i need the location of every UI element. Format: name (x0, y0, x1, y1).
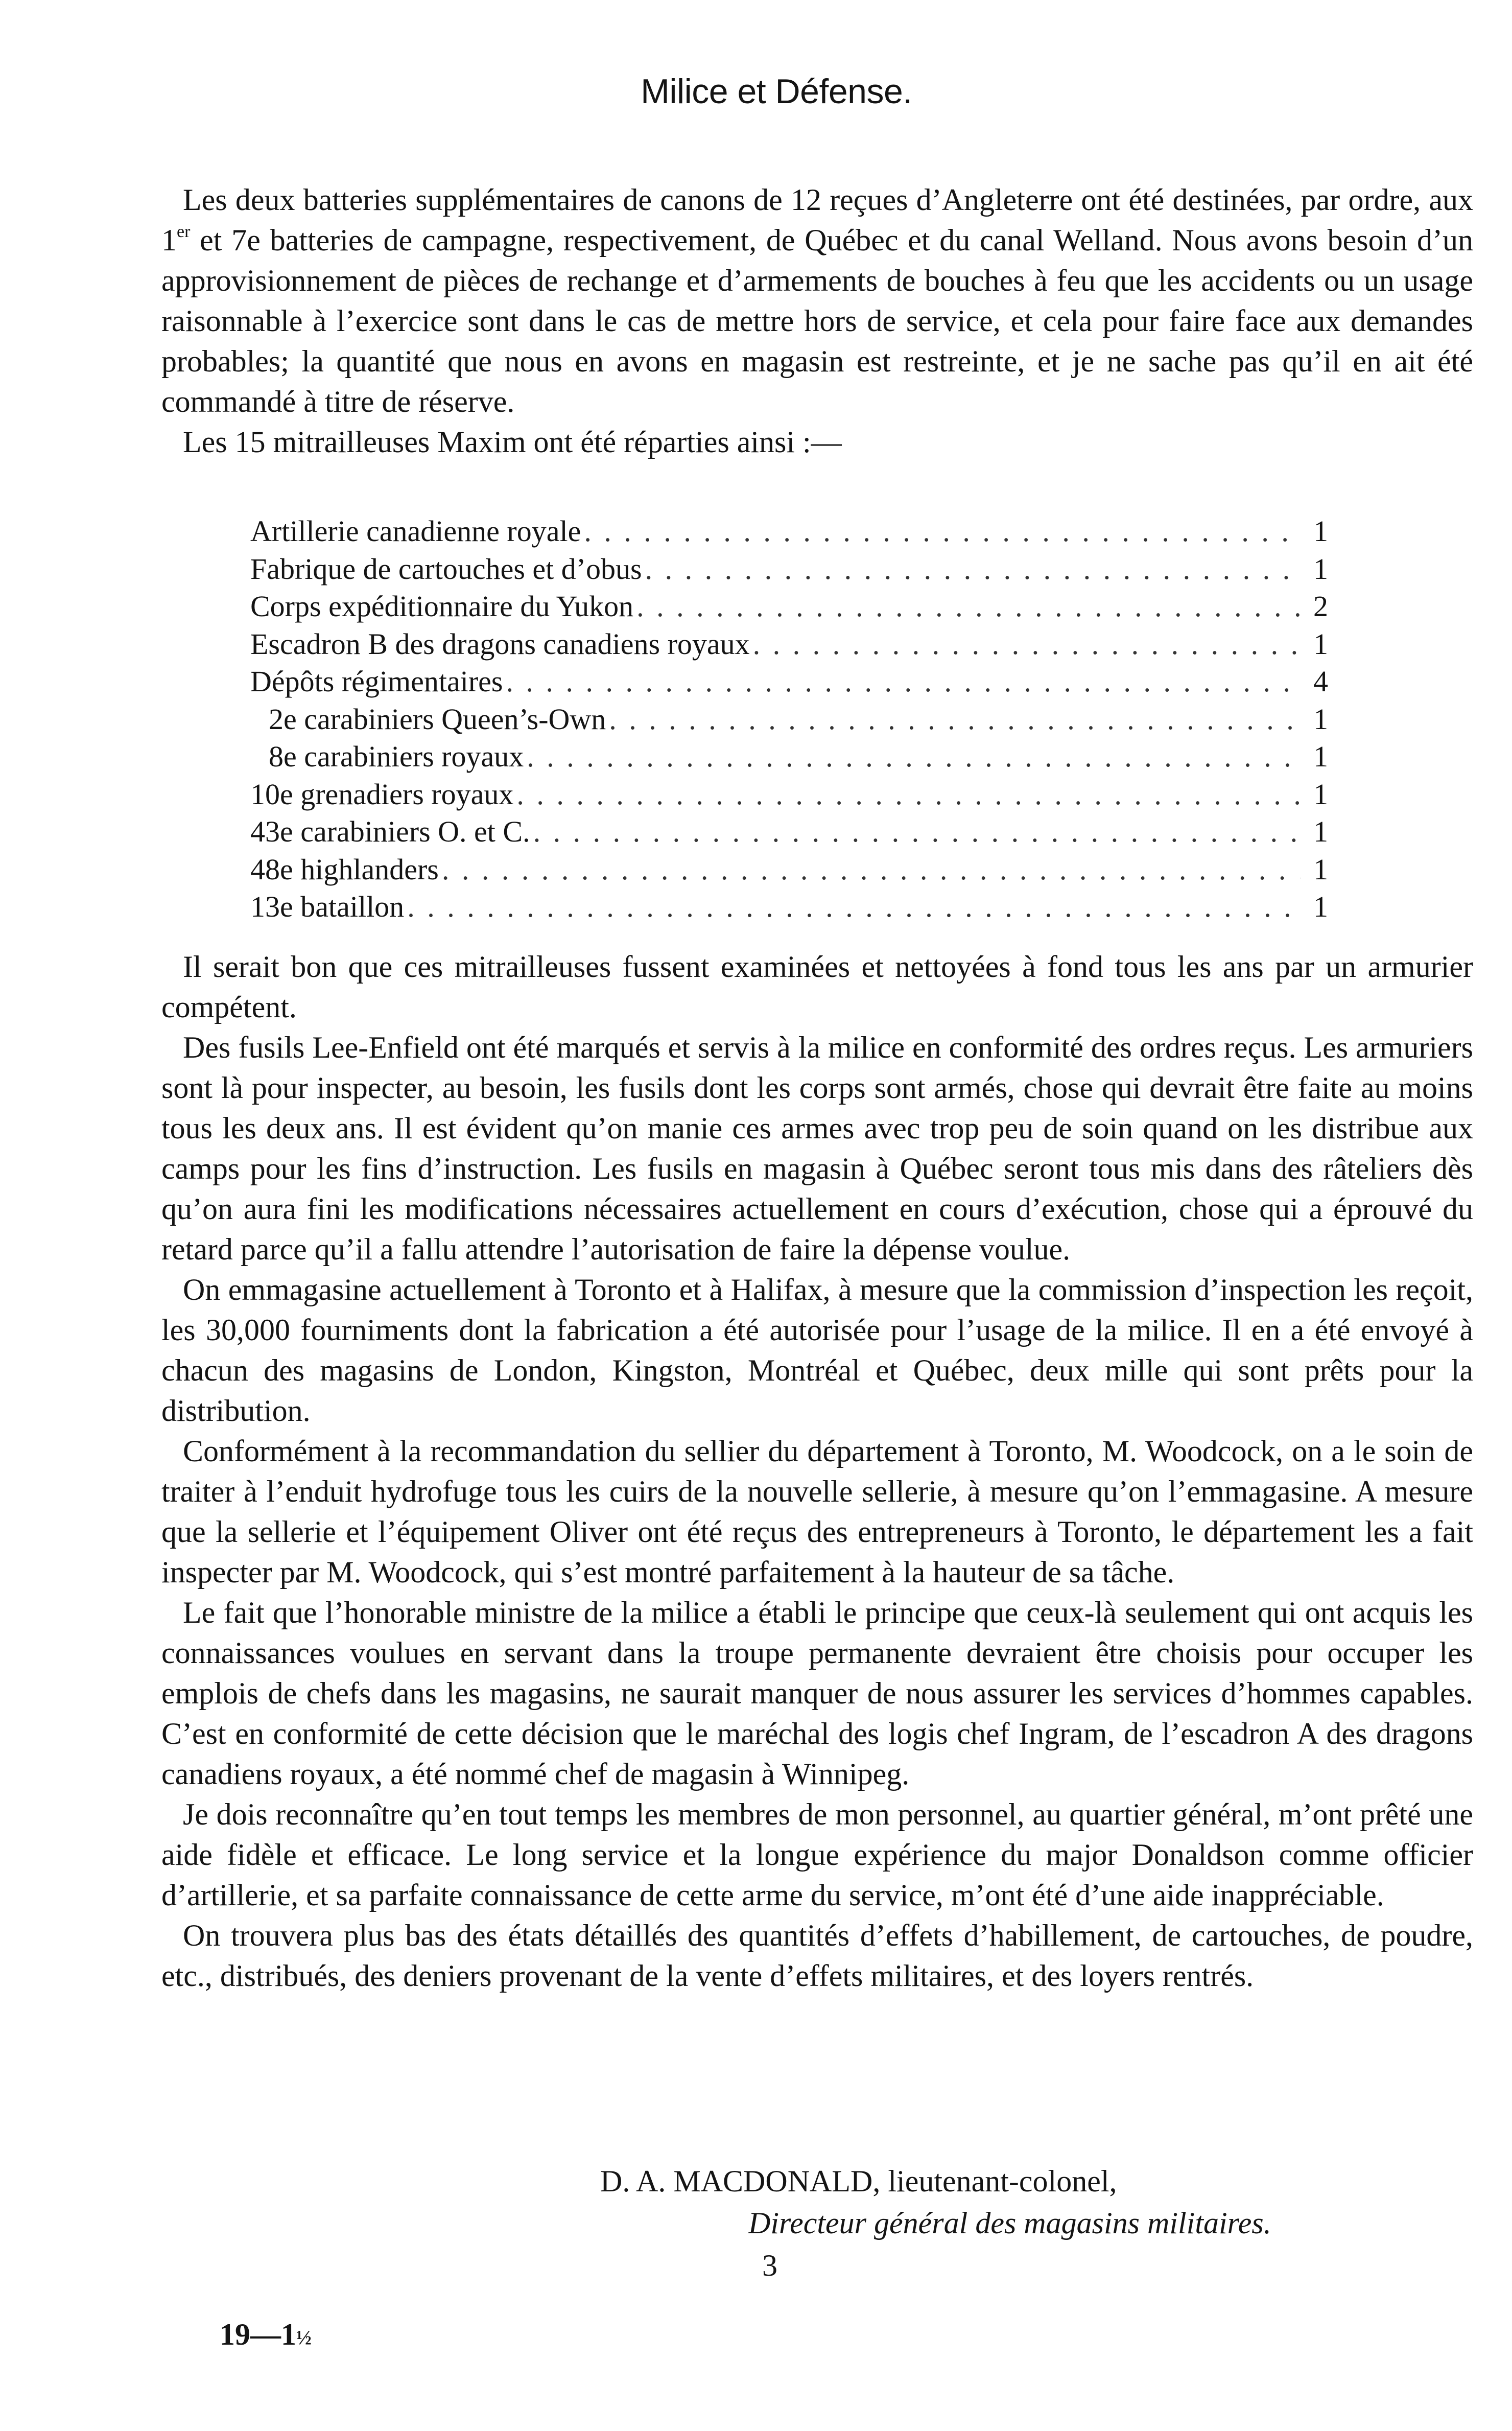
row-label: Dépôts régimentaires (250, 665, 503, 698)
leader-dots (645, 550, 1301, 588)
row-label: 8e carabiniers royaux (269, 740, 524, 773)
row-label: Artillerie canadienne royale (250, 515, 581, 548)
leader-dots (516, 776, 1301, 813)
page-title: Milice et Défense. (641, 72, 912, 111)
row-count: 1 (1313, 552, 1328, 586)
row-label: 13e bataillon (250, 890, 405, 923)
leader-dots (442, 851, 1301, 889)
paragraph-text: et 7e batteries de campagne, respectivement, de Québec et du canal Welland. Nous avons besoin d’un approvisionnement de pièces de rechange et d’armements de bouches à feu que les accidents ou un usage raisonnable à l’exercice sont dans le cas de mettre hors de service, et cela pour faire face aux demandes probables; la quantité que nous en avons en magasin est restreinte, et je ne sache pas qu’il en ait été commandé à titre de réserve. (161, 223, 1473, 418)
leader-dots (753, 625, 1301, 663)
signatory-name: D. A. MACDONALD, lieutenant-colonel, (600, 2164, 1117, 2198)
row-label: 10e grenadiers royaux (250, 777, 514, 811)
signature-mark (220, 2317, 312, 2352)
table-row (250, 550, 1328, 588)
leader-dots (636, 588, 1301, 625)
paragraph (161, 180, 1473, 422)
signature-mark-fraction: ½ (296, 2326, 312, 2349)
intro-text (161, 180, 1473, 462)
leader-dots (533, 813, 1301, 851)
row-label: Fabrique de cartouches et d’obus (250, 552, 642, 586)
row-count: 2 (1313, 590, 1328, 623)
table-row (250, 851, 1328, 889)
table-row (250, 700, 1328, 738)
row-count: 1 (1313, 890, 1328, 923)
paragraph: On emmagasine actuellement à Toronto et à Halifax, à mesure que la commission d’inspection les reçoit, les 30,000 fourniments dont la fabrication a été autorisée pour l’usage de la milice. Il en a été envoyé à chacun des magasins de London, Kingston, Montréal et Québec, deux mille qui sont prêts pour la distribution. (161, 1273, 1473, 1428)
leader-dots (527, 738, 1301, 776)
leader-dots (407, 888, 1301, 926)
row-count: 1 (1313, 515, 1328, 548)
row-count: 1 (1313, 702, 1328, 736)
table-row (250, 512, 1328, 550)
paragraph: Des fusils Lee-Enfield ont été marqués et servis à la milice en conformité des ordres reçus. Les armuriers sont là pour inspecter, au besoin, les fusils dont les corps sont armés, chose qui devrait être faite au moins tous les deux ans. Il est évident qu’on manie ces armes avec trop peu de soin quand on les distribue aux camps pour les fins d’instruction. Les fusils en magasin à Québec seront tous mis dans des râteliers dès qu’on aura fini les modifications nécessaires actuellement en cours d’exécution, chose qui a éprouvé du retard parce qu’il a fallu attendre l’autorisation de faire la dépense voulue. (161, 1031, 1473, 1266)
row-count: 4 (1313, 665, 1328, 698)
leader-dots (506, 663, 1301, 700)
signature-mark-text: 19—1 (220, 2318, 296, 2351)
body-text (161, 947, 1473, 1996)
table-row (250, 588, 1328, 625)
row-label: Escadron B des dragons canadiens royaux (250, 627, 750, 661)
row-label: Corps expéditionnaire du Yukon (250, 590, 634, 623)
paragraph: Il serait bon que ces mitrailleuses fussent examinées et nettoyées à fond tous les ans par un armurier compétent. (161, 950, 1473, 1024)
distribution-table (250, 512, 1328, 926)
row-label: 2e carabiniers Queen’s-Own (269, 702, 606, 736)
paragraph-text: Les deux batteries supplémentaires de canons de 12 reçues d’Angleterre ont été destinées, par ordre, aux 1 (161, 183, 1473, 257)
paragraph: Le fait que l’honorable ministre de la milice a établi le principe que ceux-là seulement qui ont acquis les connaissances voulues en servant dans la troupe permanente devraient être choisis pour occuper les emplois de chefs dans les magasins, ne saurait manquer de nous assurer les services d’hommes capables. C’est en conformité de cette décision que le maréchal des logis chef Ingram, de l’escadron A des dragons canadiens royaux, a été nommé chef de magasin à Winnipeg. (161, 1596, 1473, 1791)
table-row (250, 776, 1328, 813)
table-row (250, 663, 1328, 700)
table-row (250, 888, 1328, 926)
page-number: 3 (762, 2249, 777, 2282)
table-row (250, 625, 1328, 663)
row-count: 1 (1313, 815, 1328, 848)
leader-dots (609, 700, 1301, 738)
row-count: 1 (1313, 777, 1328, 811)
table-row (250, 813, 1328, 851)
paragraph: On trouvera plus bas des états détaillés des quantités d’effets d’habillement, de cartouches, de poudre, etc., distribués, des deniers provenant de la vente d’effets militaires, et des loyers rentrés. (161, 1919, 1473, 1993)
paragraph: Conformément à la recommandation du sellier du département à Toronto, M. Woodcock, on a le soin de traiter à l’enduit hydrofuge tous les cuirs de la nouvelle sellerie, à mesure qu’on l’emmagasine. A mesure que la sellerie et l’équipement Oliver ont été reçus des entrepreneurs à Toronto, le département les a fait inspecter par M. Woodcock, qui s’est montré parfaitement à la hauteur de sa tâche. (161, 1434, 1473, 1589)
paragraph: Je dois reconnaître qu’en tout temps les membres de mon personnel, au quartier général, m’ont prêté une aide fidèle et efficace. Le long service et la longue expérience du major Donaldson comme officier d’artillerie, et sa parfaite connaissance de cette arme du service, m’ont été d’une aide inappréciable. (161, 1797, 1473, 1912)
table-row (250, 738, 1328, 776)
paragraph: Les 15 mitrailleuses Maxim ont été réparties ainsi :— (183, 425, 842, 459)
signatory-title: Directeur général des magasins militaires. (748, 2206, 1271, 2240)
leader-dots (584, 512, 1301, 550)
row-count: 1 (1313, 852, 1328, 886)
row-count: 1 (1313, 627, 1328, 661)
signature-block (600, 2160, 1469, 2244)
row-label: 43e carabiniers O. et C. (250, 815, 530, 848)
superscript: er (177, 222, 191, 241)
row-count: 1 (1313, 740, 1328, 773)
row-label: 48e highlanders (250, 852, 439, 886)
